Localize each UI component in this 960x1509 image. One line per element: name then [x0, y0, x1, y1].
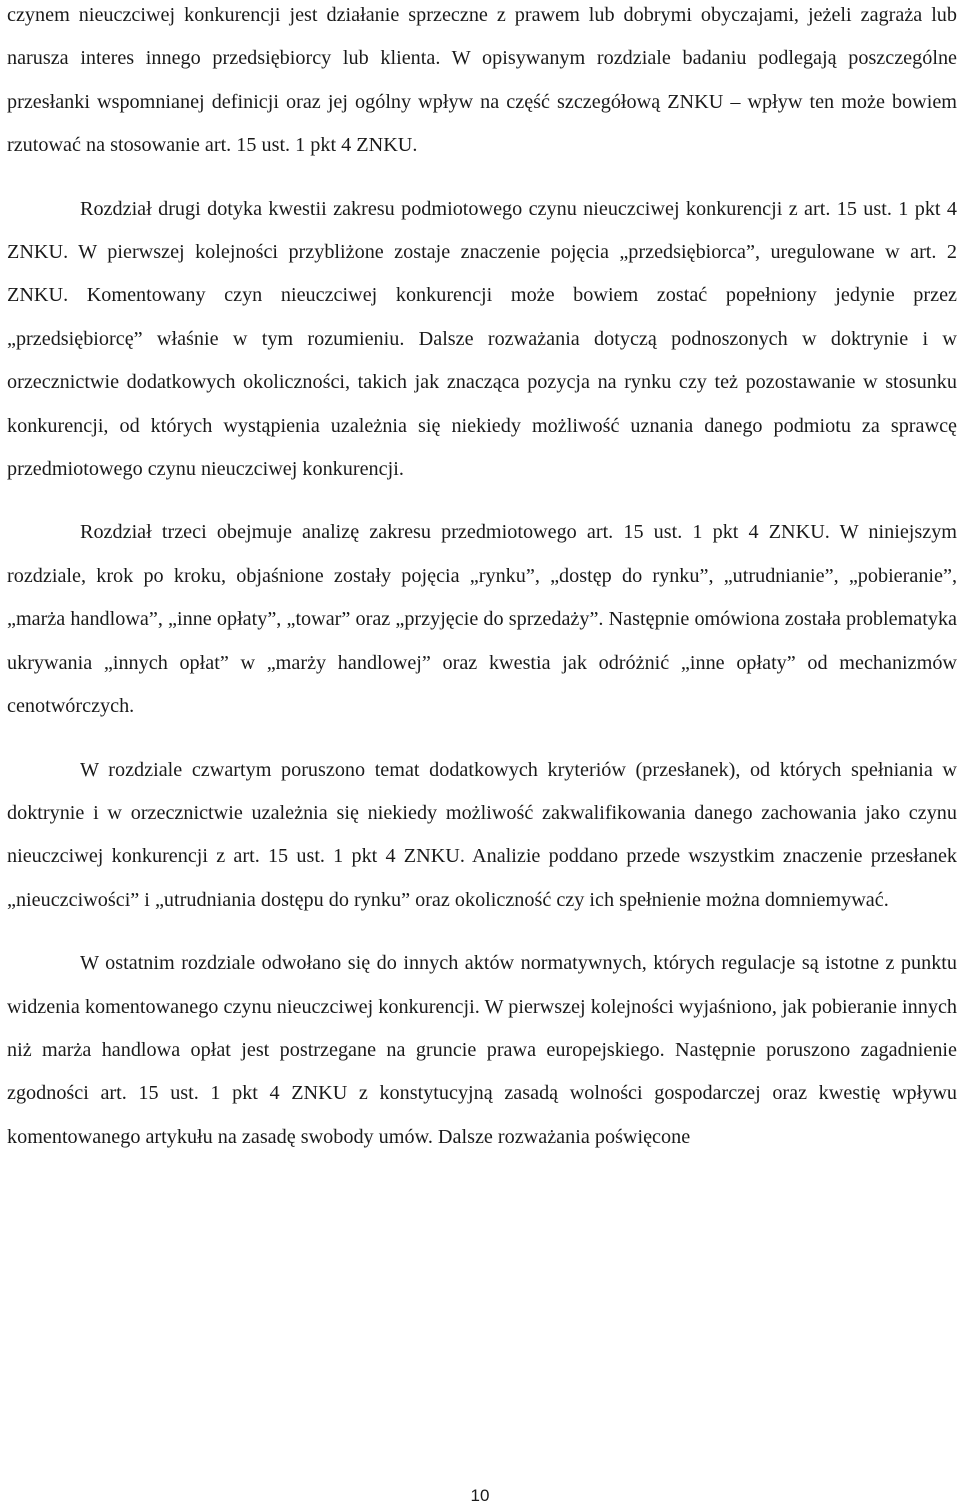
paragraph-chapter-three-summary: Rozdział trzeci obejmuje analizę zakresu przedmiotowego art. 15 ust. 1 pkt 4 ZNKU. W niniejszym rozdziale, krok po kroku, objaśnione zostały pojęcia „rynku”, „dostęp do rynku”, „utrudnianie”, „pobieranie”, „marża handlowa”, „inne opłaty”, „towar” oraz „przyjęcie do sprzedaży”. Następnie omówiona została problematyka ukrywania „innych opłat” w „marży handlowej” oraz kwestia jak odróżnić „inne opłaty” od mechanizmów cenotwórczych. [7, 521, 957, 718]
paragraph-last-chapter-summary: W ostatnim rozdziale odwołano się do innych aktów normatywnych, których regulacje są istotne z punktu widzenia komentowanego czynu nieuczciwej konkurencji. W pierwszej kolejności wyjaśniono, jak pobieranie innych niż marża handlowa opłat jest postrzegane na gruncie prawa europejskiego. Następnie poruszono zagadnienie zgodności art. 15 ust. 1 pkt 4 ZNKU z konstytucyjną zasadą wolności gospodarczej oraz kwestię wpływu komentowanego artykułu na zasadę swobody umów. Dalsze rozważania poświęcone [7, 952, 957, 1148]
page-number: 10 [470, 1486, 490, 1505]
document-page [7, 0, 957, 1159]
paragraph-chapter-two-summary: Rozdział drugi dotyka kwestii zakresu podmiotowego czynu nieuczciwej konkurencji z art. 15 ust. 1 pkt 4 ZNKU. W pierwszej kolejności przybliżone zostaje znaczenie pojęcia „przedsiębiorca”, uregulowane w art. 2 ZNKU. Komentowany czyn nieuczciwej konkurencji może bowiem zostać popełniony jedynie przez „przedsiębiorcę” właśnie w tym rozumieniu. Dalsze rozważania dotyczą podnoszonych w doktrynie i w orzecznictwie dodatkowych okoliczności, takich jak znacząca pozycja na rynku czy też pozostawanie w stosunku konkurencji, od których wystąpienia uzależnia się niekiedy możliwość uznania danego podmiotu za sprawcę przedmiotowego czynu nieuczciwej konkurencji. [7, 197, 957, 481]
paragraph-chapter-one-summary: czynem nieuczciwej konkurencji jest działanie sprzeczne z prawem lub dobrymi obyczajami, jeżeli zagraża lub narusza interes innego przedsiębiorcy lub klienta. W opisywanym rozdziale badaniu podlegają poszczególne przesłanki wspomnianej definicji oraz jej ogólny wpływ na część szczegółową ZNKU – wpływ ten może bowiem rzutować na stosowanie art. 15 ust. 1 pkt 4 ZNKU. [7, 4, 957, 157]
paragraph-chapter-four-summary: W rozdziale czwartym poruszono temat dodatkowych kryteriów (przesłanek), od których spełniania w doktrynie i w orzecznictwie uzależnia się niekiedy możliwość zakwalifikowania danego zachowania jako czynu nieuczciwej konkurencji z art. 15 ust. 1 pkt 4 ZNKU. Analizie poddano przede wszystkim znaczenie przesłanek „nieuczciwości” i „utrudniania dostępu do rynku” oraz okoliczność czy ich spełnienie można domniemywać. [7, 758, 957, 911]
